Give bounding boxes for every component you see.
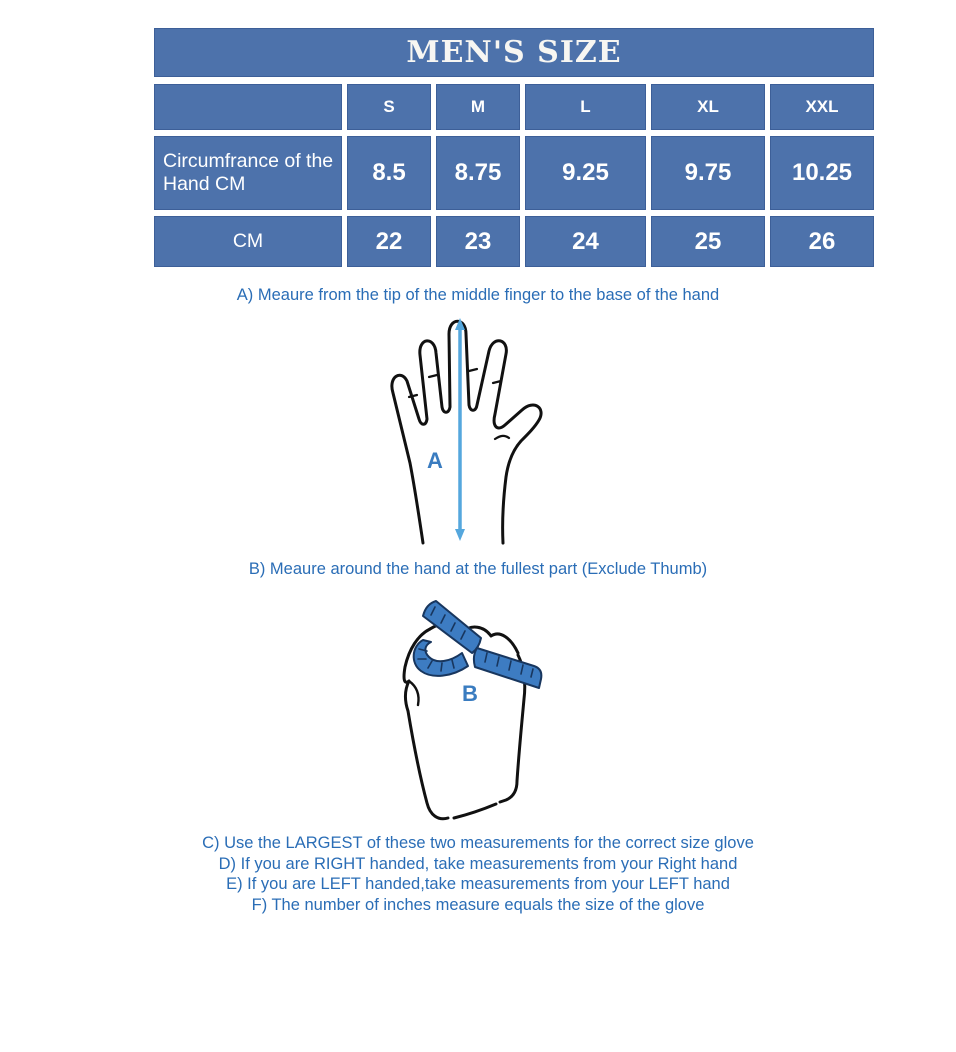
circumference-value-s: 8.5	[347, 136, 431, 210]
circumference-value-m: 8.75	[436, 136, 520, 210]
instruction-e: E) If you are LEFT handed,take measurements from your LEFT hand	[226, 875, 730, 893]
tape-measure-icon	[414, 601, 542, 688]
figure-a-label: A	[427, 448, 443, 473]
arrow-head-down-icon	[455, 529, 465, 541]
instruction-a: A) Meaure from the tip of the middle finger to the base of the hand	[236, 286, 720, 304]
cm-value-s: 22	[347, 216, 431, 267]
mens-size-table	[154, 28, 874, 267]
hand-outline	[392, 321, 541, 543]
cm-value-xl: 25	[651, 216, 765, 267]
instruction-b: B) Meaure around the hand at the fullest part (Exclude Thumb)	[248, 560, 708, 578]
instruction-c: C) Use the LARGEST of these two measurements for the correct size glove	[202, 834, 754, 852]
instruction-d: D) If you are RIGHT handed, take measurements from your Right hand	[218, 854, 738, 873]
circumference-value-xxl: 10.25	[770, 136, 874, 210]
header-size-xxl: XXL	[770, 84, 874, 130]
figure-b-label: B	[462, 681, 478, 706]
cm-value-l: 24	[525, 216, 646, 267]
measure-arrow	[455, 318, 465, 541]
header-size-l: L	[525, 84, 646, 130]
cm-value-m: 23	[436, 216, 520, 267]
circumference-value-xl: 9.75	[651, 136, 765, 210]
row-label-cm: CM	[154, 216, 342, 267]
fist-diagram-icon	[378, 589, 578, 825]
header-size-m: M	[436, 84, 520, 130]
open-hand-diagram-icon	[360, 311, 570, 547]
bottom-instructions	[0, 833, 956, 915]
hand-length-figure	[0, 311, 943, 547]
row-label-circumference: Circumfrance of the Hand CM	[154, 136, 342, 210]
hand-circumference-figure	[0, 589, 956, 825]
header-size-xl: XL	[651, 84, 765, 130]
cm-value-xxl: 26	[770, 216, 874, 267]
header-size-s: S	[347, 84, 431, 130]
circumference-value-l: 9.25	[525, 136, 646, 210]
size-grid	[154, 84, 874, 267]
instruction-f: F) The number of inches measure equals the size of the glove	[251, 895, 705, 914]
table-title: MEN'S SIZE	[154, 28, 874, 77]
header-blank-cell	[154, 84, 342, 130]
size-guide-page	[0, 28, 956, 915]
